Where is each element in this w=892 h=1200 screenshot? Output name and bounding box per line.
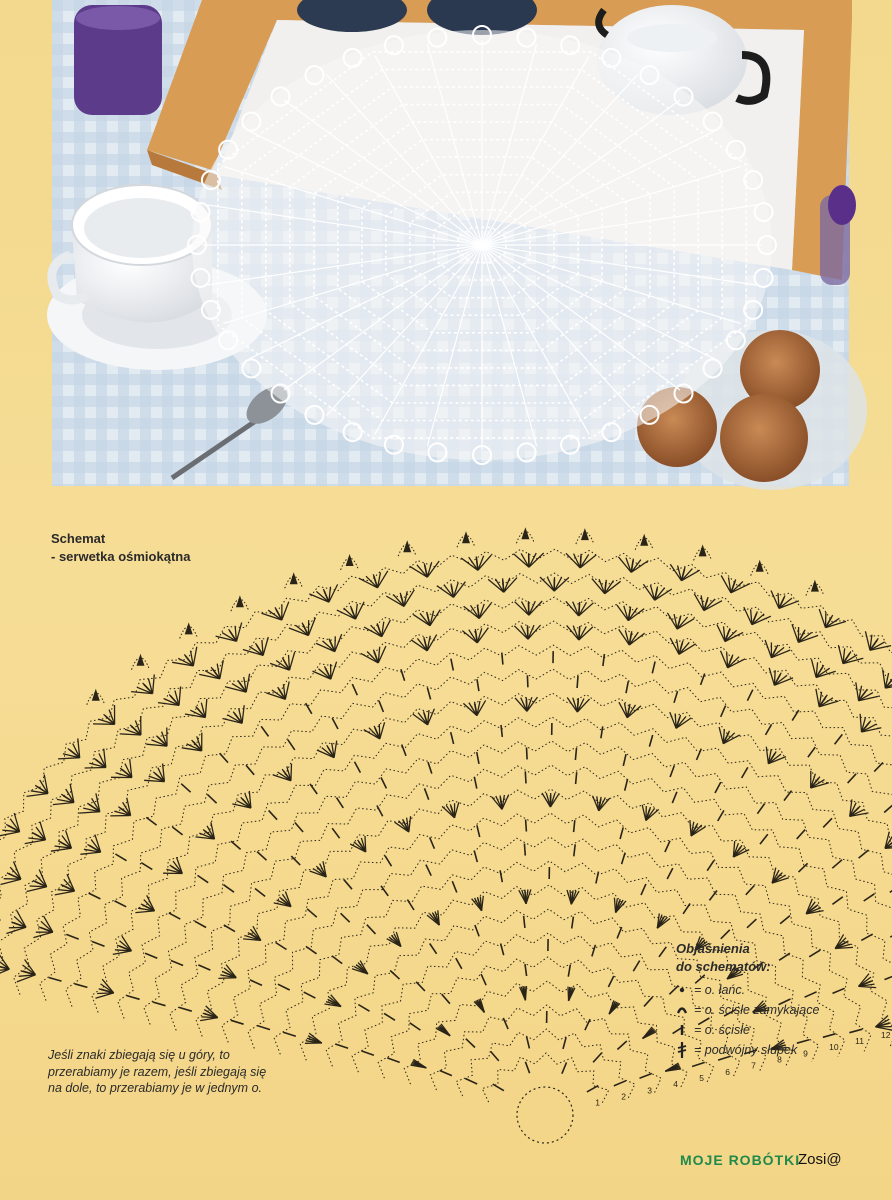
doily-photo [52, 0, 849, 486]
vertical-bar-icon [676, 1021, 690, 1039]
round-number: 7 [751, 1060, 756, 1071]
legend-item-label: = o. ścisłe [694, 1023, 750, 1037]
round-number: 8 [777, 1054, 782, 1065]
instruction-note: Jeśli znaki zbiegają się u góry, to przerabiamy je razem, jeśli zbiegają się na dole, to przerabiamy je w jednym o. [48, 1048, 267, 1095]
chart-row [0, 573, 892, 999]
round-number: 3 [647, 1085, 652, 1096]
round-number: 11 [855, 1036, 864, 1046]
round-number: 1 [595, 1097, 601, 1108]
dot-icon [676, 981, 690, 999]
right-candle [820, 185, 856, 285]
legend-item-slip [676, 1000, 876, 1020]
photo-illustration [52, 0, 849, 486]
round-number: 2 [621, 1091, 627, 1102]
chart-row [0, 549, 892, 994]
legend [676, 940, 876, 1060]
chart-row [482, 1053, 609, 1104]
arc-icon [676, 1001, 690, 1019]
round-number: 5 [699, 1073, 704, 1083]
legend-item-single [676, 1020, 876, 1040]
diagram-title-line1: Schemat [51, 531, 106, 546]
round-number: 6 [725, 1066, 730, 1077]
round-number: 10 [829, 1042, 839, 1053]
magazine-logo: MOJE ROBÓTKI [680, 1152, 801, 1168]
legend-heading-line2: do schematów: [676, 959, 771, 974]
legend-list [676, 980, 876, 1060]
legend-item-label: = podwójny słupek [694, 1043, 798, 1057]
legend-item-chain [676, 980, 876, 1000]
diagram-title-line2: - serwetka ośmiokątna [51, 549, 191, 564]
signature: Zosi@ [798, 1151, 842, 1168]
legend-item-double [676, 1040, 876, 1060]
candle-holder [74, 5, 162, 115]
double-crochet-icon [676, 1041, 690, 1059]
legend-item-label: = o. ścisłe zamykające [694, 1003, 820, 1017]
legend-item-label: = o. łańc. [694, 983, 746, 997]
round-number: 4 [673, 1079, 678, 1090]
legend-heading [676, 940, 876, 976]
legend-heading-line1: Objaśnienia [676, 941, 750, 956]
chart-row [404, 981, 687, 1088]
chart-row [430, 1005, 661, 1096]
round-number: 12 [881, 1029, 891, 1040]
round-number: 9 [803, 1048, 808, 1059]
